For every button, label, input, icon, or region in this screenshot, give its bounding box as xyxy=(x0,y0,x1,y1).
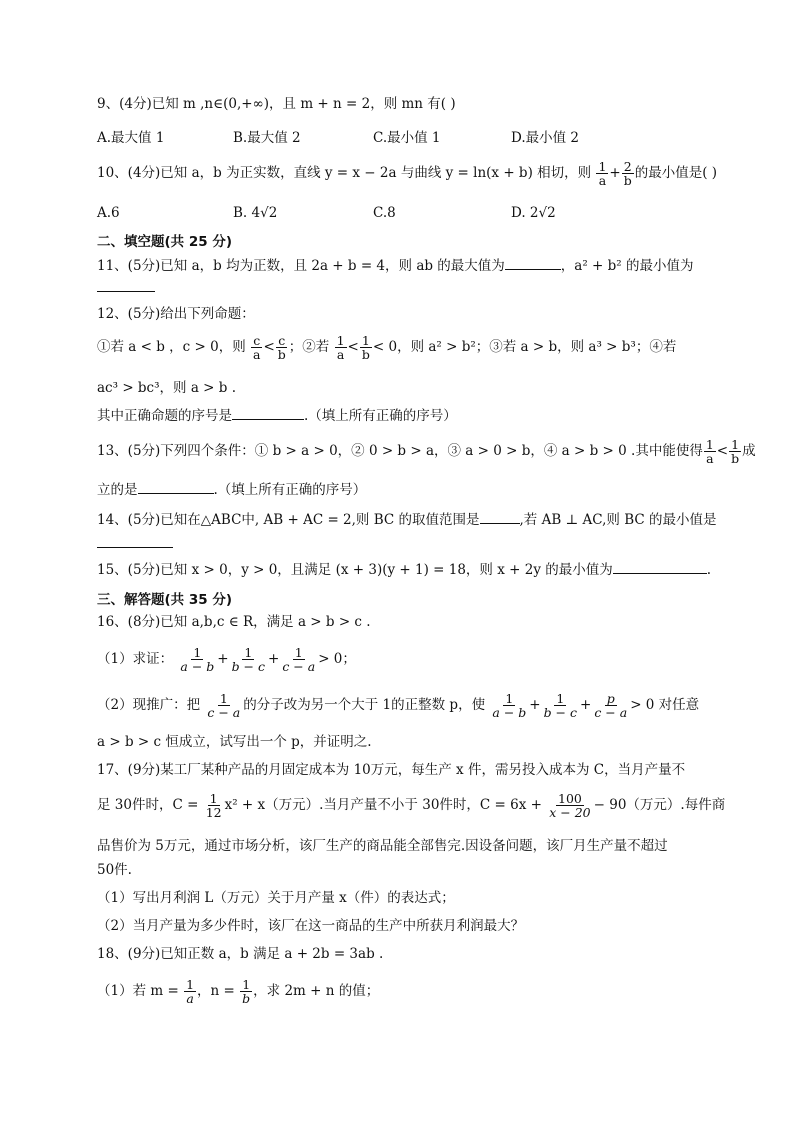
q9-option-c: C.最小值 1 xyxy=(373,130,441,146)
section-answer-title: 三、解答题(共 35 分) xyxy=(97,592,233,608)
q9-text: 9、(4分)已知 xyxy=(97,96,179,112)
q13-line-1: 13、(5分)下列四个条件：① b > a > 0，② 0 > b > a，③ a > 0 > b，④ a > b > 0 .其中能使得 $\frac{1}{a}$ < $\frac{1}{b}$ 成 xyxy=(97,437,756,467)
q10-tail: 的最小值是( ) xyxy=(634,165,718,182)
q17-line-2: 足 30件时，C = $\frac{1}{12}$ x² + x（万元）.当月产量不小于 30件时，C = 6x + $\frac{100}{x - 20}$ − 90（万元）.每件商 xyxy=(97,791,726,821)
q17-part-1: （1）写出月利润 L（万元）关于月产量 x（件）的表达式； xyxy=(97,890,455,906)
q14-blank-2[interactable] xyxy=(97,534,173,553)
q12-line-2: ①若 a < b ，c > 0，则 $\frac{c}{a}$ < $\frac{c}{b}$ ；②若 $\frac{1}{a}$ < $\frac{1}{b}$ < 0，则 a² > b²；③若 a > b，则 a³ > b³；④若 xyxy=(97,333,677,363)
q11-blank-2[interactable] xyxy=(97,278,155,297)
q10-line: 10、(4分)已知 a，b 为正实数，直线 y = x − 2a 与曲线 y = ln(x + b) 相切，则 $\frac{1}{a}$ + $\frac{2}{b}$ 的最小值是( ) xyxy=(97,159,718,189)
q15-blank[interactable] xyxy=(613,560,707,574)
q13-line-2: 立的是 .（填上所有正确的序号） xyxy=(97,482,367,498)
q12-line-1: 12、(5分)给出下列命题： xyxy=(97,306,255,322)
q10-option-d: D. 2√2 xyxy=(511,205,556,221)
q11-blank-1[interactable] xyxy=(505,256,561,270)
q10-option-b: B. 4√2 xyxy=(233,205,278,221)
section-fill-in-title: 二、填空题(共 25 分) xyxy=(97,234,233,250)
q10-frac-1: $\frac{1}{a}$ xyxy=(598,159,607,189)
q10-option-a: A.6 xyxy=(97,205,120,221)
q9-line xyxy=(97,96,456,113)
q9-option-a: A.最大值 1 xyxy=(97,130,165,146)
q9-option-d: D.最小值 2 xyxy=(511,130,580,146)
q16-part-2: （2）现推广：把 $\frac{1}{c - a}$ 的分子改为另一个大于 1的正整数 p，使 $\frac{1}{a - b}$ + $\frac{1}{b - c}$ + $\frac{p}{c - a}$ > 0 对任意 xyxy=(97,691,700,721)
q11-text: 11、(5分)已知 a，b 均为正数，且 2a + b = 4，则 ab 的最大值为 xyxy=(97,258,505,274)
q16-part-1: （1）求证： $\frac{1}{a - b}$ + $\frac{1}{b - c}$ + $\frac{1}{c - a}$ > 0； xyxy=(97,645,356,675)
q11-text2: ，a² + b² 的最小值为 xyxy=(560,258,694,274)
q18-head: 18、(9分)已知正数 a，b 满足 a + 2b = 3ab . xyxy=(97,946,384,962)
q18-part-1: （1）若 m = $\frac{1}{a}$ ，n = $\frac{1}{b}$ ，求 2m + n 的值； xyxy=(97,977,380,1007)
q14-blank-1[interactable] xyxy=(480,510,520,524)
q10-options xyxy=(97,205,697,223)
q14-line-1: 14、(5分)已知在△ABC中, AB + AC = 2,则 BC 的取值范围是 ,若 AB ⊥ AC,则 BC 的最小值是 xyxy=(97,512,717,528)
q10-cond: a，b 为正实数，直线 y = x − 2a 与曲线 y = ln(x + b) 相切，则 xyxy=(187,165,592,182)
q9-option-b: B.最大值 2 xyxy=(233,130,301,146)
q9-cond: m ,n∈(0,+∞)，且 m + n = 2，则 mn 有( ) xyxy=(178,96,456,112)
q10-option-c: C.8 xyxy=(373,205,396,221)
q12-blank[interactable] xyxy=(232,406,304,420)
q13-blank[interactable] xyxy=(138,480,214,494)
q12-line-4: 其中正确命题的序号是 .（填上所有正确的序号） xyxy=(97,408,457,424)
q17-line-3: 品售价为 5万元，通过市场分析，该厂生产的商品能全部售完.因设备问题，该厂月生产量不超过 xyxy=(97,838,668,854)
q17-part-2: （2）当月产量为多少件时，该厂在这一商品的生产中所获月利润最大？ xyxy=(97,918,525,934)
q16-head: 16、(8分)已知 a,b,c ∈ R，满足 a > b > c . xyxy=(97,614,371,630)
q17-line-1: 17、(9分)某工厂某种产品的月固定成本为 10万元，每生产 x 件，需另投入成本为 C，当月产量不 xyxy=(97,762,686,778)
q9-options xyxy=(97,130,697,148)
q11-line xyxy=(97,256,694,275)
q15-line: 15、(5分)已知 x > 0，y > 0，且满足 (x + 3)(y + 1) = 18，则 x + 2y 的最小值为 . xyxy=(97,562,712,578)
q10-frac-2: $\frac{2}{b}$ xyxy=(623,159,632,189)
q12-line-3: ac³ > bc³，则 a > b . xyxy=(97,380,236,396)
q17-line-4: 50件. xyxy=(97,862,132,878)
q10-text: 10、(4分)已知 xyxy=(97,165,188,182)
q16-part-2-line-2: a > b > c 恒成立，试写出一个 p，并证明之. xyxy=(97,734,372,750)
